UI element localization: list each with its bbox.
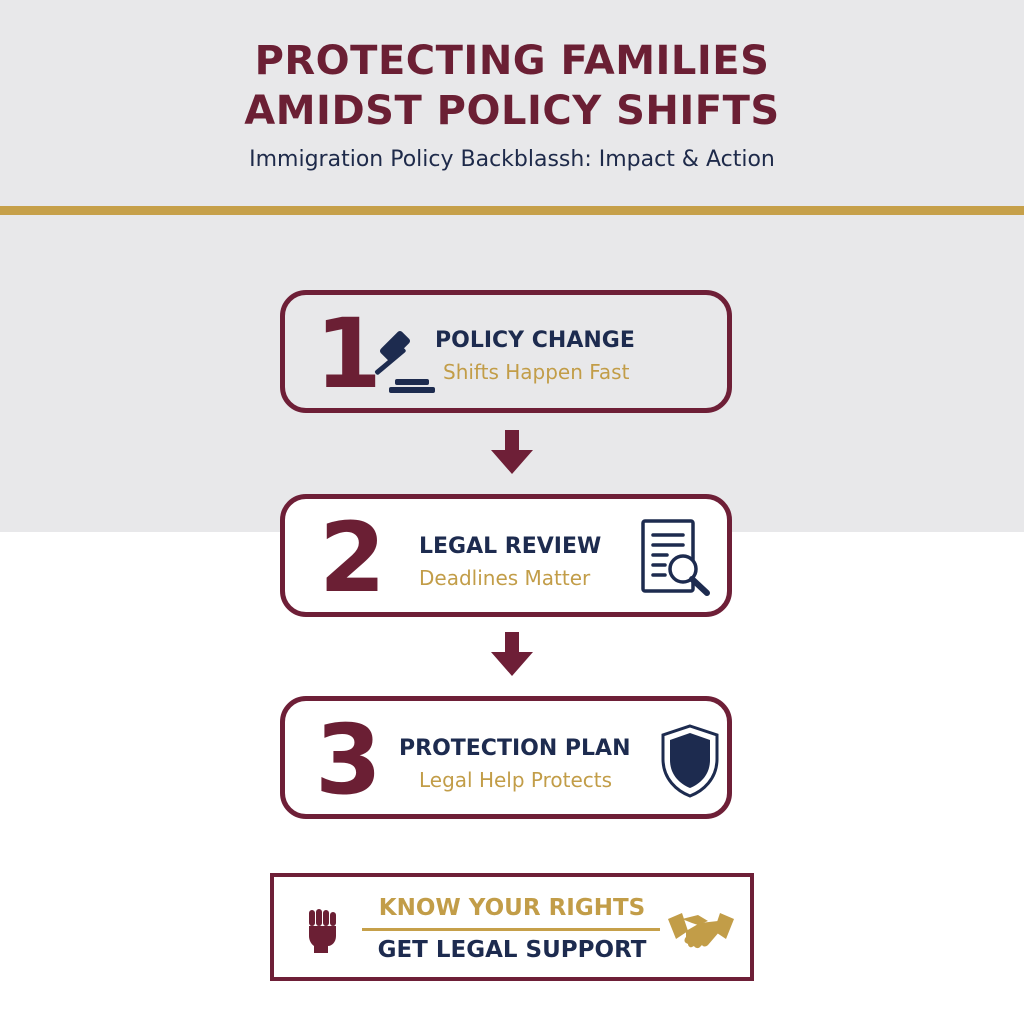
step-subtitle: Legal Help Protects xyxy=(419,768,613,792)
step-number: 1 xyxy=(315,298,382,410)
down-arrow-icon xyxy=(489,430,535,476)
step-number: 3 xyxy=(315,704,382,816)
call-to-action-box xyxy=(270,873,754,981)
cta-legal-support: GET LEGAL SUPPORT xyxy=(377,937,647,963)
page-subtitle: Immigration Policy Backblassh: Impact & Action xyxy=(249,147,775,172)
step-card-policy-change xyxy=(280,290,732,413)
step-card-protection-plan xyxy=(280,696,732,819)
step-subtitle: Deadlines Matter xyxy=(419,566,591,590)
down-arrow-icon xyxy=(489,632,535,678)
handshake-icon xyxy=(668,909,734,953)
step-title: LEGAL REVIEW xyxy=(419,534,602,559)
title-line-1: PROTECTING FAMILIES xyxy=(254,38,770,84)
document-search-icon xyxy=(639,517,715,597)
shield-icon xyxy=(659,723,721,799)
step-title: PROTECTION PLAN xyxy=(399,736,631,761)
cta-divider xyxy=(362,928,660,931)
title-line-2: AMIDST POLICY SHIFTS xyxy=(244,88,780,134)
header xyxy=(0,0,1024,210)
gavel-icon xyxy=(365,325,439,397)
cta-know-rights: KNOW YOUR RIGHTS xyxy=(378,895,646,921)
gold-divider xyxy=(0,206,1024,215)
step-title: POLICY CHANGE xyxy=(435,328,635,353)
page-title xyxy=(0,36,1024,136)
step-card-legal-review xyxy=(280,494,732,617)
step-subtitle: Shifts Happen Fast xyxy=(443,360,630,384)
step-number: 2 xyxy=(319,502,386,614)
